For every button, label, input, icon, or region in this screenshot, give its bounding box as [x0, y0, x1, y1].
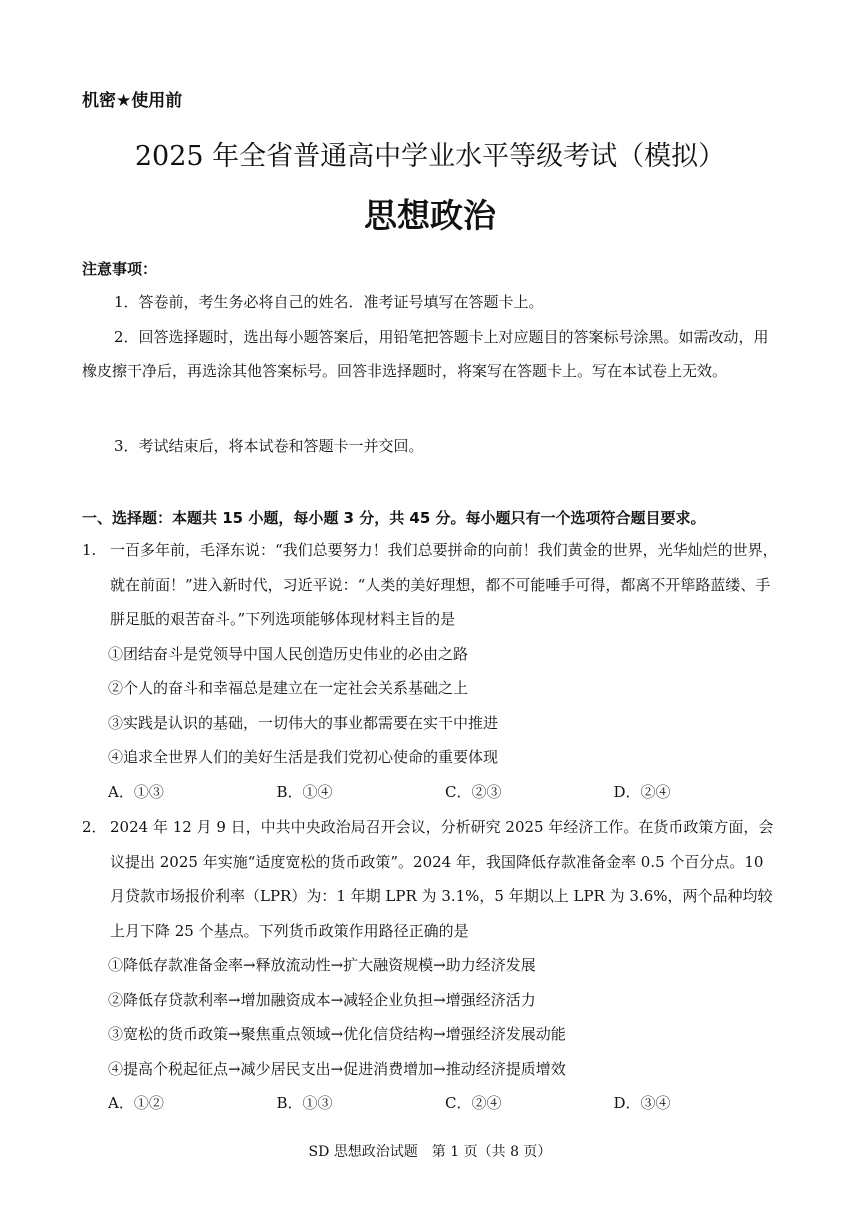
- choice-a: A．①②: [108, 1094, 164, 1112]
- option-item: ①团结奋斗是党领导中国人民创造历史伟业的必由之路: [108, 644, 469, 663]
- notice-item-3: 3．考试结束后，将本试卷和答题卡一并交回。: [114, 437, 424, 455]
- option-item: ②个人的奋斗和幸福总是建立在一定社会关系基础之上: [108, 679, 469, 697]
- choice-a: A．①③: [108, 782, 164, 801]
- option-item: ④提高个税起征点→减少居民支出→促进消费增加→推动经济提质增效: [108, 1059, 566, 1078]
- choice-d: D．③④: [613, 1094, 671, 1112]
- option-item: ④追求全世界人们的美好生活是我们党初心使命的重要体现: [108, 748, 499, 766]
- notice-heading: 注意事项：: [82, 260, 158, 278]
- confidential-label: 机密★使用前: [82, 91, 183, 111]
- subject-title: 思想政治: [364, 196, 496, 235]
- choice-c: C．②④: [445, 1094, 502, 1112]
- question-stem: 一百多年前，毛泽东说：“我们总要努力！我们总要拼命的向前！我们黄金的世界，光华灿烂的世界，就在前面！”进入新时代，习近平说：“人类的美好理想，都不可能唾手可得，都离不开筚路蓝缕、手胼足胝的艰苦奋斗。”下列选项能够体现材料主旨的是: [110, 541, 778, 628]
- exam-title: 2025 年全省普通高中学业水平等级考试（模拟）: [134, 141, 726, 172]
- choice-b: B．①④: [276, 782, 333, 801]
- option-item: ①降低存款准备金率→释放流动性→扩大融资规模→助力经济发展: [108, 956, 536, 974]
- notice-item-1: 1．答卷前，考生务必将自己的姓名．准考证号填写在答题卡上。: [114, 293, 544, 311]
- question-number: 2．: [82, 818, 107, 836]
- notice-item-2: 2．回答选择题时，选出每小题答案后，用铅笔把答题卡上对应题目的答案标号涂黑。如需改动，用橡皮擦干净后，再选涂其他答案标号。回答非选择题时，将案写在答题卡上。写在本试卷上无效。: [82, 328, 769, 380]
- option-item: ③宽松的货币政策→聚焦重点领域→优化信贷结构→增强经济发展动能: [108, 1025, 566, 1043]
- option-item: ②降低存贷款利率→增加融资成本→减轻企业负担→增强经济活力: [108, 990, 536, 1009]
- answer-choices: [82, 775, 782, 810]
- option-item: ③实践是认识的基础，一切伟大的事业都需要在实干中推进: [108, 713, 499, 732]
- question-stem: 2024 年 12 月 9 日，中共中央政治局召开会议，分析研究 2025 年经济工作。在货币政策方面，会议提出 2025 年实施“适度宽松的货币政策”。2024 年，我国降低存款准备金率 0.5 个百分点。10 月贷款市场报价利率（LPR）为：1 年期 LPR 为 3.1%，5 年期以上 LPR 为 3.6%，两个品种均较上月下降 25 个基点。下列货币政策作用路径正确的是: [110, 818, 774, 940]
- question-number: 1.: [82, 541, 97, 559]
- page-footer: SD 思想政治试题 第 1 页（共 8 页）: [308, 1144, 552, 1160]
- section-heading: 一、选择题：本题共 15 小题，每小题 3 分，共 45 分。每小题只有一个选项符合题目要求。: [82, 509, 706, 527]
- question-1: [82, 533, 782, 809]
- question-2: [82, 810, 782, 1121]
- choice-c: C．②③: [445, 782, 502, 801]
- choice-b: B．①③: [276, 1094, 333, 1112]
- answer-choices: [82, 1086, 782, 1121]
- choice-d: D．②④: [613, 782, 671, 801]
